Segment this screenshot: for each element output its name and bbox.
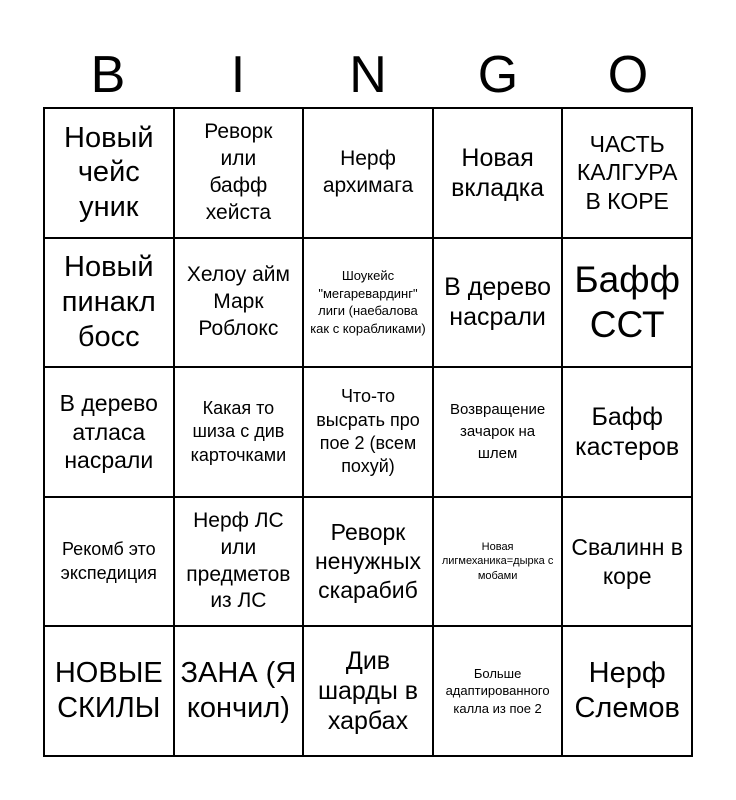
bingo-cell-r1c5[interactable] (562, 108, 692, 238)
bingo-cell-r3c5[interactable] (562, 367, 692, 497)
cell-text: Рекомб это экспедиция (60, 539, 157, 583)
bingo-cell-r3c3[interactable] (303, 367, 433, 497)
bingo-cell-r5c3[interactable] (303, 626, 433, 756)
bingo-cell-r5c1[interactable] (44, 626, 174, 756)
bingo-board (43, 107, 693, 757)
cell-text: НОВЫЕ СКИЛЫ (54, 657, 163, 725)
header-letter-i: I (230, 46, 246, 104)
bingo-cell-r1c4[interactable] (433, 108, 563, 238)
bingo-cell-r2c2[interactable] (174, 238, 304, 368)
header-letter-o: O (607, 46, 649, 104)
cell-text: В дерево насрали (444, 273, 551, 332)
bingo-cell-r5c4[interactable] (433, 626, 563, 756)
bingo-cell-r3c1[interactable] (44, 367, 174, 497)
cell-text: Что-то высрать про пое 2 (всем похуй) (316, 386, 420, 477)
cell-text: Нерф ЛС или предметов из ЛС (186, 508, 291, 613)
header-letter-n: N (349, 46, 387, 104)
bingo-cell-r4c2[interactable] (174, 497, 304, 627)
bingo-cell-r1c2[interactable] (174, 108, 304, 238)
cell-text: Нерф архимага (322, 146, 414, 197)
cell-text: Новый пинакл босс (61, 251, 156, 353)
bingo-cell-r3c2[interactable] (174, 367, 304, 497)
bingo-cell-r4c4[interactable] (433, 497, 563, 627)
cell-text: Новая вкладка (451, 143, 545, 202)
header-letter-b: B (90, 46, 126, 104)
cell-text: Больше адаптированного калла из пое 2 (445, 665, 550, 716)
cell-text: Бафф кастеров (575, 402, 680, 461)
cell-text: ЗАНА (Я кончил) (180, 657, 297, 725)
cell-text: Свалинн в коре (571, 533, 684, 589)
bingo-cell-r2c3[interactable] (303, 238, 433, 368)
bingo-cell-r3c4[interactable] (433, 367, 563, 497)
bingo-cell-r2c5[interactable] (562, 238, 692, 368)
bingo-cell-r5c2[interactable] (174, 626, 304, 756)
cell-text: Возвращение зачарок на шлем (449, 401, 546, 462)
bingo-header (43, 44, 693, 106)
cell-text: ЧАСТЬ КАЛГУРА В КОРЕ (576, 130, 678, 215)
bingo-cell-r2c1[interactable] (44, 238, 174, 368)
bingo-cell-r5c5[interactable] (562, 626, 692, 756)
cell-text: Какая то шиза с див карточками (190, 397, 287, 465)
cell-text: Бафф ССТ (574, 259, 681, 346)
cell-text: Шоукейс "мегаревардинг" лиги (наебалова как с корабликами) (310, 268, 426, 336)
bingo-cell-r2c4[interactable] (433, 238, 563, 368)
header-letter-g: G (477, 46, 519, 104)
bingo-cell-r1c3[interactable] (303, 108, 433, 238)
cell-text: Див шарды в харбах (317, 647, 419, 736)
cell-text: Нерф Слемов (574, 657, 680, 725)
cell-text: Реворк или бафф хейста (204, 120, 273, 224)
bingo-cell-r4c3[interactable] (303, 497, 433, 627)
bingo-cell-r1c1[interactable] (44, 108, 174, 238)
bingo-cell-r4c5[interactable] (562, 497, 692, 627)
cell-text: Реворк ненужных скарабиб (314, 519, 422, 603)
bingo-cell-r4c1[interactable] (44, 497, 174, 627)
cell-text: Хелоу айм Марк Роблокс (186, 263, 290, 340)
cell-text: Новая лигмеханика=дырка с мобами (441, 541, 554, 582)
cell-text: В дерево атласа насрали (59, 389, 158, 474)
cell-text: Новый чейс уник (64, 121, 154, 224)
